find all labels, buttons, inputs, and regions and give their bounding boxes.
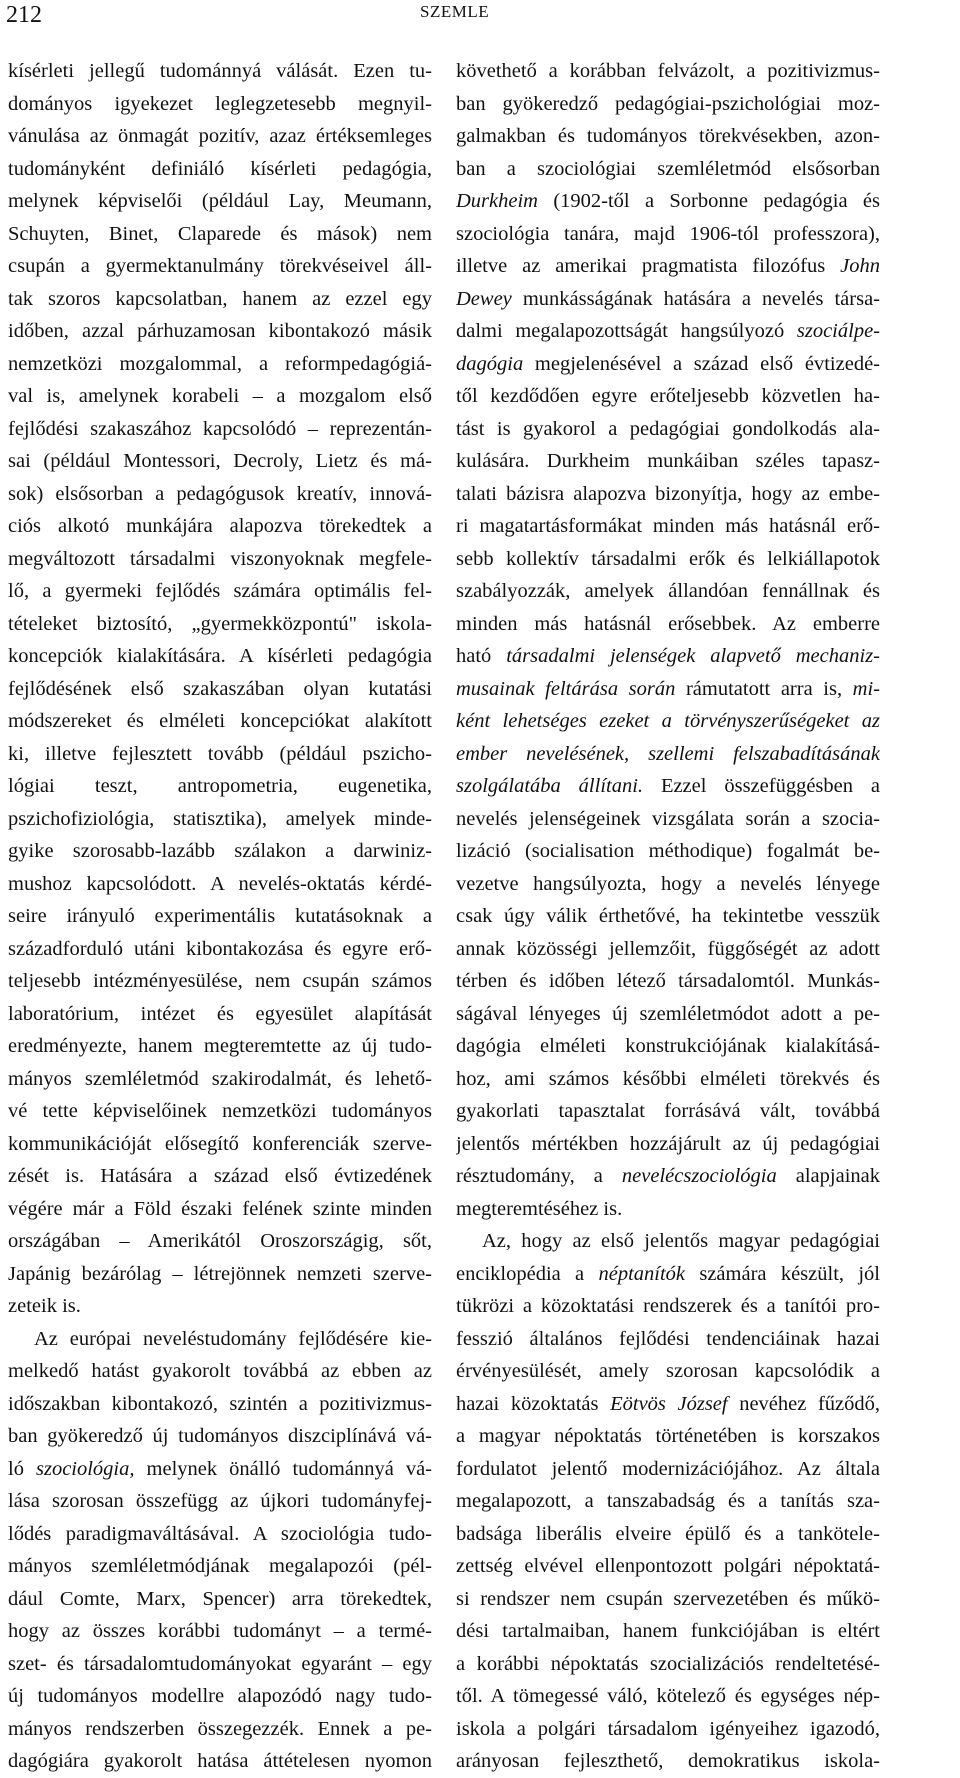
italic-text: szolgálatába állítani. [456, 775, 644, 797]
text-line [8, 380, 432, 413]
text-segment: arányosan fejleszthető, demokratikus iskola- [456, 1750, 880, 1772]
text-segment: fordulatot jelentő modernizációjához. Az általa [456, 1457, 880, 1480]
text-line [8, 1615, 432, 1648]
text-segment: megalapozott, a tanszabadság és a tanítás sza- [456, 1490, 880, 1512]
text-line [8, 283, 432, 316]
text-segment: kísérleti jellegű tudománnyá válását. Ezen tu- [8, 60, 432, 82]
text-segment: követhető a korábban felvázolt, a pozitivizmus- [456, 60, 880, 82]
text-segment: galmakban és tudományos törekvésekben, azon- [456, 125, 880, 147]
left-text-column [8, 55, 432, 1778]
text-line [456, 1485, 880, 1518]
text-line [8, 120, 432, 153]
text-segment: érvényesülését, amely szorosan kapcsolódik a [456, 1360, 880, 1382]
text-segment: nevelés jelenségeinek vizsgálata során a szocia- [456, 807, 880, 830]
text-line [8, 1453, 432, 1486]
text-segment: sok) elsősorban a pedagógusok kreatív, innová- [8, 482, 432, 505]
text-segment: ri magatartásformákat minden más hatásnál erő- [456, 515, 880, 537]
italic-text: ember nevelésének, szellemi felszabadításának [456, 742, 880, 765]
text-line [8, 348, 432, 381]
text-segment: laboratórium, intézet és egyesület alapítását [8, 1002, 432, 1025]
text-line [8, 1355, 432, 1388]
text-line [456, 1225, 880, 1258]
text-segment: a korábbi népoktatás szocializációs rendeltetésé- [456, 1652, 880, 1675]
text-line [8, 1713, 432, 1746]
text-segment: zettség elvével ellenpontozott polgári népoktatá- [456, 1555, 880, 1577]
text-segment: lődés paradigmaváltásával. A szociológia tudo- [8, 1522, 432, 1545]
text-segment: vánulása az önmagát pozitív, azaz értéksemleges [8, 125, 432, 147]
text-segment: csupán a gyermektanulmány törekvéseivel áll- [8, 255, 432, 277]
text-segment: hoz, ami számos későbbi elméleti törekvés és [456, 1067, 880, 1090]
text-segment: ban gyökeredző új tudományos diszciplínává vá- [8, 1425, 432, 1447]
text-line [8, 1225, 432, 1258]
text-segment: nevéhez fűződő, [727, 1392, 880, 1415]
text-line [8, 218, 432, 251]
italic-text: néptanítók [598, 1262, 686, 1285]
text-line [456, 933, 880, 966]
text-line [456, 1680, 880, 1713]
text-line [8, 1745, 432, 1778]
text-segment: módszereket és elméleti koncepciókat alakított [8, 710, 432, 732]
text-line [456, 835, 880, 868]
text-line [456, 1550, 880, 1583]
text-line [456, 640, 880, 673]
text-line [456, 1745, 880, 1778]
text-segment: országában – Amerikától Oroszországig, sőt, [8, 1230, 432, 1252]
text-line [456, 1453, 880, 1486]
text-segment: alapjainak [776, 1165, 880, 1187]
text-line [456, 1063, 880, 1096]
text-line [8, 1550, 432, 1583]
text-line [456, 575, 880, 608]
text-segment: fesszió általános fejlődési tendenciáinak hazai [456, 1327, 880, 1350]
text-line [456, 900, 880, 933]
text-segment: től. A tömegessé váló, kötelező és egységes nép- [456, 1685, 880, 1707]
text-line [8, 1258, 432, 1291]
text-line [8, 1323, 432, 1356]
text-line [456, 868, 880, 901]
text-segment: Japánig bezárólag – létrejönnek nemzeti szerve- [8, 1262, 432, 1285]
text-segment: melkedő hatást gyakorolt továbbá az ebben az [8, 1360, 432, 1382]
italic-text: musainak feltárása során [456, 677, 676, 700]
text-line [8, 608, 432, 641]
text-segment: si rendszer nem csupán szervezetében és műkö- [456, 1587, 880, 1610]
text-segment: Az, hogy az első jelentős magyar pedagógiai [482, 1230, 880, 1252]
text-segment: szociológia tanára, majd 1906-tól professzora), [456, 222, 880, 245]
text-segment: térben és időben létező társadalomtól. Munkás- [456, 970, 880, 992]
text-line [456, 153, 880, 186]
text-segment: résztudomány, a [456, 1165, 622, 1187]
text-segment: nemzetközi mozgalommal, a reformpedagógiá- [8, 352, 432, 375]
italic-text: ként lehetséges ezeket a törvényszerűségeket az [456, 710, 880, 732]
text-segment: szabályozzák, amelyek állandóan fennállnak és [456, 580, 880, 602]
text-segment: rámutatott arra is, [675, 677, 853, 700]
text-segment: annak közösségi jellemzőit, függőségét az adott [456, 937, 880, 960]
text-segment: zését is. Hatására a század első évtizedének [8, 1165, 432, 1187]
text-segment: melynek önálló tudománnyá vá- [134, 1457, 432, 1480]
text-segment: mányos szemléletmódjának megalapozói (pél- [8, 1555, 432, 1577]
text-segment: vezetve hangsúlyozta, hogy a nevelés lényege [456, 872, 880, 895]
right-text-column [456, 55, 880, 1778]
text-line [456, 120, 880, 153]
text-segment: hazai közoktatás [456, 1392, 611, 1415]
text-segment: új tudományos modellre alapozódó nagy tudo- [8, 1685, 432, 1707]
text-line [8, 250, 432, 283]
text-line [456, 1258, 880, 1291]
text-segment: teljesebb intézményesülése, nem csupán számos [8, 970, 432, 992]
text-line [8, 153, 432, 186]
text-line [8, 1680, 432, 1713]
text-line [8, 1583, 432, 1616]
text-line [456, 1648, 880, 1681]
text-segment: fejlődésének első szakaszában olyan kutatási [8, 677, 432, 700]
text-segment: dományos igyekezet leglegzetesebb megnyil- [8, 92, 432, 115]
text-line [456, 738, 880, 771]
text-segment: csak úgy válik érthetővé, ha tekintetbe vesszük [456, 905, 880, 927]
text-segment: mushoz kapcsolódott. A nevelés-oktatás kérdé- [8, 872, 432, 895]
text-segment: val is, amelynek korabeli – a mozgalom első [8, 385, 432, 407]
text-segment: seire irányuló experimentális kutatásoknak a [8, 905, 432, 927]
text-line [456, 998, 880, 1031]
text-line [456, 608, 880, 641]
text-line [456, 445, 880, 478]
italic-text: társadalmi jelenségek alapvető mechaniz- [506, 645, 880, 667]
text-line [456, 55, 880, 88]
text-line [8, 705, 432, 738]
text-segment: mányos szemléletmód szakirodalmát, és lehető- [8, 1067, 432, 1090]
text-line [8, 1420, 432, 1453]
text-line [456, 1323, 880, 1356]
text-line [8, 738, 432, 771]
text-line [8, 1485, 432, 1518]
text-segment: lő, a gyermeki fejlődés számára optimális fel- [8, 580, 432, 602]
text-segment: talati bázisra alapozva bizonyítja, hogy az embe- [456, 482, 880, 505]
text-segment: től kezdődően egyre erőteljesebb közvetlen ha- [456, 385, 880, 407]
text-segment: kulására. Durkheim munkáiban széles tapasz- [456, 450, 880, 472]
text-line [456, 510, 880, 543]
text-line [8, 445, 432, 478]
italic-text: Eötvös József [610, 1392, 728, 1415]
text-segment: iskola a polgári társadalom igényeihez igazodó, [456, 1717, 880, 1740]
text-line [8, 965, 432, 998]
italic-text: neveléсszociológia [621, 1165, 777, 1187]
text-segment: eredményezte, hanem megteremtette az új tudo- [8, 1035, 432, 1057]
text-line [456, 1583, 880, 1616]
text-line [456, 250, 880, 283]
text-segment: dagógiára gyakorolt hatása áttételesen nyomon [8, 1750, 432, 1772]
text-segment: kommunikációját elősegítő konferenciák szerve- [8, 1132, 432, 1155]
text-line [456, 1030, 880, 1063]
text-segment: tak szoros kapcsolatban, hanem az ezzel egy [8, 287, 432, 310]
text-segment: enciklopédia a [456, 1262, 599, 1285]
text-segment: gyike szorosabb-lazább szálakon a darwiniz- [8, 840, 432, 862]
text-line [8, 673, 432, 706]
text-segment: (1902-től a Sorbonne pedagógia és [537, 190, 880, 212]
italic-text: mi- [852, 677, 880, 700]
text-segment: sebb kollektív társadalmi erők és lelkiállapotok [456, 547, 880, 570]
text-line [8, 1193, 432, 1226]
text-segment: Ezzel összefüggésben a [643, 775, 880, 797]
text-line [456, 413, 880, 446]
text-segment: melynek képviselői (például Lay, Meumann, [8, 190, 432, 212]
text-line [8, 315, 432, 348]
text-line [456, 1420, 880, 1453]
text-line [8, 88, 432, 121]
text-segment: mányos rendszerben összegezzék. Ennek a pe- [8, 1717, 432, 1740]
text-segment: lizáció (socialisation méthodique) fogalmát be- [456, 840, 880, 862]
text-line [8, 1648, 432, 1681]
text-line [8, 640, 432, 673]
italic-text: dagógia [456, 352, 524, 375]
text-line [8, 1290, 432, 1323]
text-line [456, 1193, 880, 1226]
text-line [456, 1615, 880, 1648]
text-line [456, 1160, 880, 1193]
text-segment: Schuyten, Binet, Claparede és mások) nem [8, 222, 432, 245]
text-line [8, 185, 432, 218]
text-line [8, 868, 432, 901]
text-line [456, 185, 880, 218]
text-line [8, 1518, 432, 1551]
text-line [8, 770, 432, 803]
text-segment: pszichofiziológia, statisztika), amelyek minde- [8, 807, 432, 830]
text-segment: vé tette képviselőinek nemzetközi tudományos [8, 1100, 432, 1122]
italic-text: szociálpe- [796, 320, 880, 342]
text-line [8, 1063, 432, 1096]
text-line [8, 1388, 432, 1421]
text-line [8, 835, 432, 868]
text-line [456, 88, 880, 121]
text-line [8, 55, 432, 88]
page-number: 212 [6, 2, 42, 28]
text-segment: időszakban kibontakozó, szintén a pozitivizmus- [8, 1392, 432, 1415]
italic-text: John [840, 255, 880, 277]
text-line [456, 543, 880, 576]
text-segment: sai (például Montessori, Decroly, Lietz és má- [8, 450, 432, 472]
italic-text: szociológia, [35, 1457, 135, 1480]
text-line [8, 543, 432, 576]
text-segment: zeteik is. [8, 1295, 81, 1317]
text-line [8, 1030, 432, 1063]
text-segment: tást is gyakorol a pedagógiai gondolkodás ala- [456, 417, 880, 440]
text-line [456, 1290, 880, 1323]
text-segment: tételeket biztosító, „gyermekközpontú" iskola- [8, 612, 432, 635]
text-segment: végére már a Föld északi felének szinte minden [8, 1197, 432, 1220]
text-segment: ságával lényeges új szemléletmódot adott a pe- [456, 1002, 880, 1025]
text-line [456, 1128, 880, 1161]
text-line [456, 803, 880, 836]
text-line [8, 803, 432, 836]
text-segment: Az európai neveléstudomány fejlődésére kie- [34, 1327, 432, 1350]
text-line [456, 1355, 880, 1388]
text-line [8, 510, 432, 543]
text-line [456, 673, 880, 706]
text-segment: ló [8, 1457, 36, 1480]
text-line [456, 705, 880, 738]
italic-text: Durkheim [456, 190, 538, 212]
text-line [456, 1388, 880, 1421]
text-line [456, 218, 880, 251]
text-segment: hogy az összes korábbi tudományt – a termé- [8, 1620, 432, 1642]
text-line [456, 478, 880, 511]
text-line [456, 283, 880, 316]
text-segment: badsága liberális elveire épülő és a tankötele- [456, 1522, 880, 1545]
text-segment: a magyar népoktatás történetében is korszakos [456, 1425, 880, 1447]
text-segment: ban gyökeredző pedagógiai-pszichológiai moz- [456, 92, 880, 115]
text-segment: ható [456, 645, 507, 667]
text-segment: időben, azzal párhuzamosan kibontakozó másik [8, 320, 432, 342]
text-line [8, 413, 432, 446]
text-segment: lógiai teszt, antropometria, eugenetika, [8, 775, 432, 797]
text-segment: koncepciók kialakítására. A kísérleti pedagógia [8, 645, 432, 667]
text-segment: megváltozott társadalmi viszonyoknak megfele- [8, 547, 432, 570]
text-line [456, 1713, 880, 1746]
text-segment: jelentős mértékben hozzájárult az új pedagógiai [456, 1132, 880, 1155]
text-segment: megjelenésével a század első évtizedé- [523, 352, 880, 375]
text-line [8, 1128, 432, 1161]
text-segment: minden más hatásnál erősebbek. Az emberre [456, 612, 880, 635]
italic-text: Dewey [456, 287, 512, 310]
running-head: SZEMLE [420, 2, 490, 21]
text-segment: ban a szociológiai szemléletmód elsősorban [456, 157, 880, 180]
text-segment: fejlődési szakaszához kapcsolódó – reprezentán- [8, 417, 432, 440]
text-segment: tudományként definiáló kísérleti pedagógia, [8, 157, 432, 180]
text-segment: századforduló utáni kibontakozása és egyre erő- [8, 937, 432, 960]
text-segment: lása szorosan összefügg az újkori tudományfej- [8, 1490, 432, 1512]
page-header [0, 0, 960, 40]
text-line [456, 1518, 880, 1551]
text-segment: dául Comte, Marx, Spencer) arra törekedtek, [8, 1587, 432, 1610]
text-line [456, 770, 880, 803]
text-line [8, 1160, 432, 1193]
text-line [456, 965, 880, 998]
text-segment: ciós alkotó munkájára alapozva törekedtek a [8, 515, 432, 537]
text-line [456, 380, 880, 413]
text-line [8, 1095, 432, 1128]
text-line [8, 478, 432, 511]
text-segment: dalmi megalapozottságát hangsúlyozó [456, 320, 797, 342]
text-segment: tükrözi a közoktatási rendszerek és a tanítói pro- [456, 1295, 880, 1317]
text-line [8, 933, 432, 966]
text-line [456, 1095, 880, 1128]
text-segment: szet- és társadalomtudományokat egyaránt – egy [8, 1652, 432, 1675]
text-line [8, 998, 432, 1031]
text-segment: gyakorlati tapasztalat forrásává vált, továbbá [456, 1100, 880, 1122]
text-segment: dagógia elméleti konstrukciójának kialakításá- [456, 1035, 880, 1057]
text-line [8, 575, 432, 608]
text-segment: dési tartalmaiban, hanem funkciójában is eltért [456, 1620, 880, 1642]
text-segment: megteremtéséhez is. [456, 1197, 623, 1220]
text-line [456, 348, 880, 381]
text-segment: ki, illetve fejlesztett tovább (például pszicho- [8, 742, 432, 765]
text-segment: számára készült, jól [685, 1262, 880, 1285]
text-segment: munkásságának hatására a nevelés társa- [511, 287, 880, 310]
text-line [8, 900, 432, 933]
text-line [456, 315, 880, 348]
text-segment: illetve az amerikai pragmatista filozófus [456, 255, 841, 277]
